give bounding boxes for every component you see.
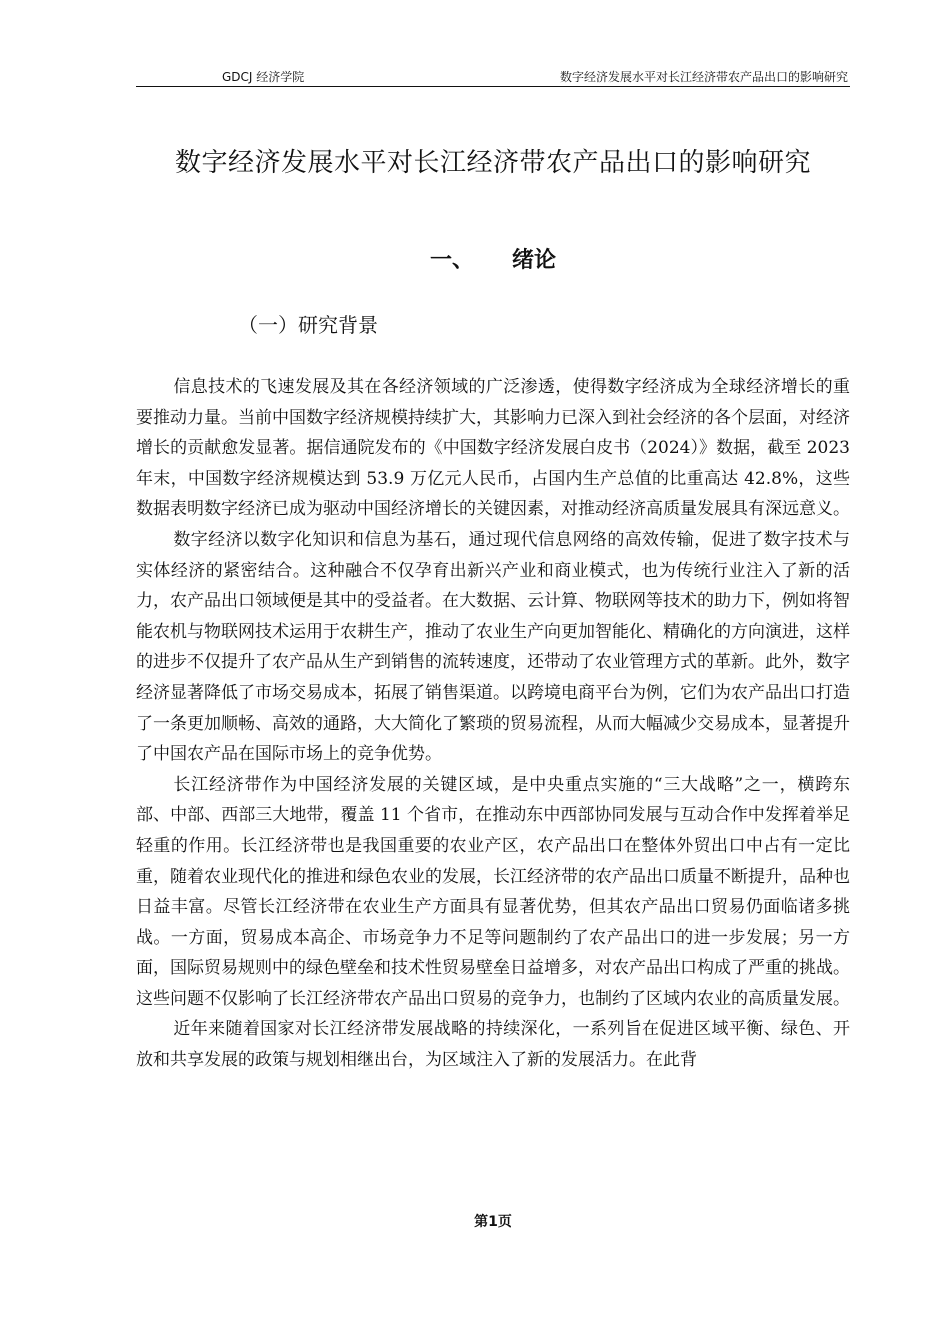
header-institution: GDCJ 经济学院 (222, 70, 305, 84)
subsection-heading: （一）研究背景 (238, 313, 378, 337)
page-number: 第1页 (474, 1214, 512, 1230)
header-divider (136, 86, 850, 87)
header-paper-title: 数字经济发展水平对长江经济带农产品出口的影响研究 (559, 70, 848, 84)
paragraph: 信息技术的飞速发展及其在各经济领域的广泛渗透，使得数字经济成为全球经济增长的重要推动力量。当前中国数字经济规模持续扩大，其影响力已深入到社会经济的各个层面，对经济增长的贡献愈发显著。据信通院发布的《中国数字经济发展白皮书（2024）》数据，截至 2023 年末，中国数字经济规模达到 53.9 万亿元人民币，占国内生产总值的比重高达 42.8%，这些数据表明数字经济已成为驱动中国经济增长的关键因素，对推动经济高质量发展具有深远意义。 (136, 377, 850, 520)
paragraph: 数字经济以数字化知识和信息为基石，通过现代信息网络的高效传输，促进了数字技术与实体经济的紧密结合。这种融合不仅孕育出新兴产业和商业模式，也为传统行业注入了新的活力，农产品出口领域便是其中的受益者。在大数据、云计算、物联网等技术的助力下，例如将智能农机与物联网技术运用于农耕生产，推动了农业生产向更加智能化、精确化的方向演进，这样的进步不仅提升了农产品从生产到销售的流转速度，还带动了农业管理方式的革新。此外，数字经济显著降低了市场交易成本，拓展了销售渠道。以跨境电商平台为例，它们为农产品出口打造了一条更加顺畅、高效的通路，大大简化了繁琐的贸易流程，从而大幅减少交易成本，显著提升了中国农产品在国际市场上的竞争优势。 (136, 529, 850, 765)
paragraph: 近年来随着国家对长江经济带发展战略的持续深化，一系列旨在促进区域平衡、绿色、开放和共享发展的政策与规划相继出台，为区域注入了新的发展活力。在此背 (136, 1019, 850, 1071)
section-title: 绪论 (512, 248, 557, 273)
paper-title: 数字经济发展水平对长江经济带农产品出口的影响研究 (174, 148, 811, 178)
section-number: 一、 (429, 248, 474, 273)
body-text (136, 372, 850, 1076)
running-header (136, 66, 850, 86)
section-heading (136, 246, 850, 276)
paragraph: 长江经济带作为中国经济发展的关键区域，是中央重点实施的“三大战略”之一，横跨东部、中部、西部三大地带，覆盖 11 个省市，在推动东中西部协同发展与互动合作中发挥着举足轻重的作用。长江经济带也是我国重要的农业产区，农产品出口在整体外贸出口中占有一定比重，随着农业现代化的推进和绿色农业的发展，长江经济带的农产品出口质量不断提升，品种也日益丰富。尽管长江经济带在农业生产方面具有显著优势，但其农产品出口贸易仍面临诸多挑战。一方面，贸易成本高企、市场竞争力不足等问题制约了农产品出口的进一步发展；另一方面，国际贸易规则中的绿色壁垒和技术性贸易壁垒日益增多，对农产品出口构成了严重的挑战。这些问题不仅影响了长江经济带农产品出口贸易的竞争力，也制约了区域内农业的高质量发展。 (136, 774, 850, 1009)
